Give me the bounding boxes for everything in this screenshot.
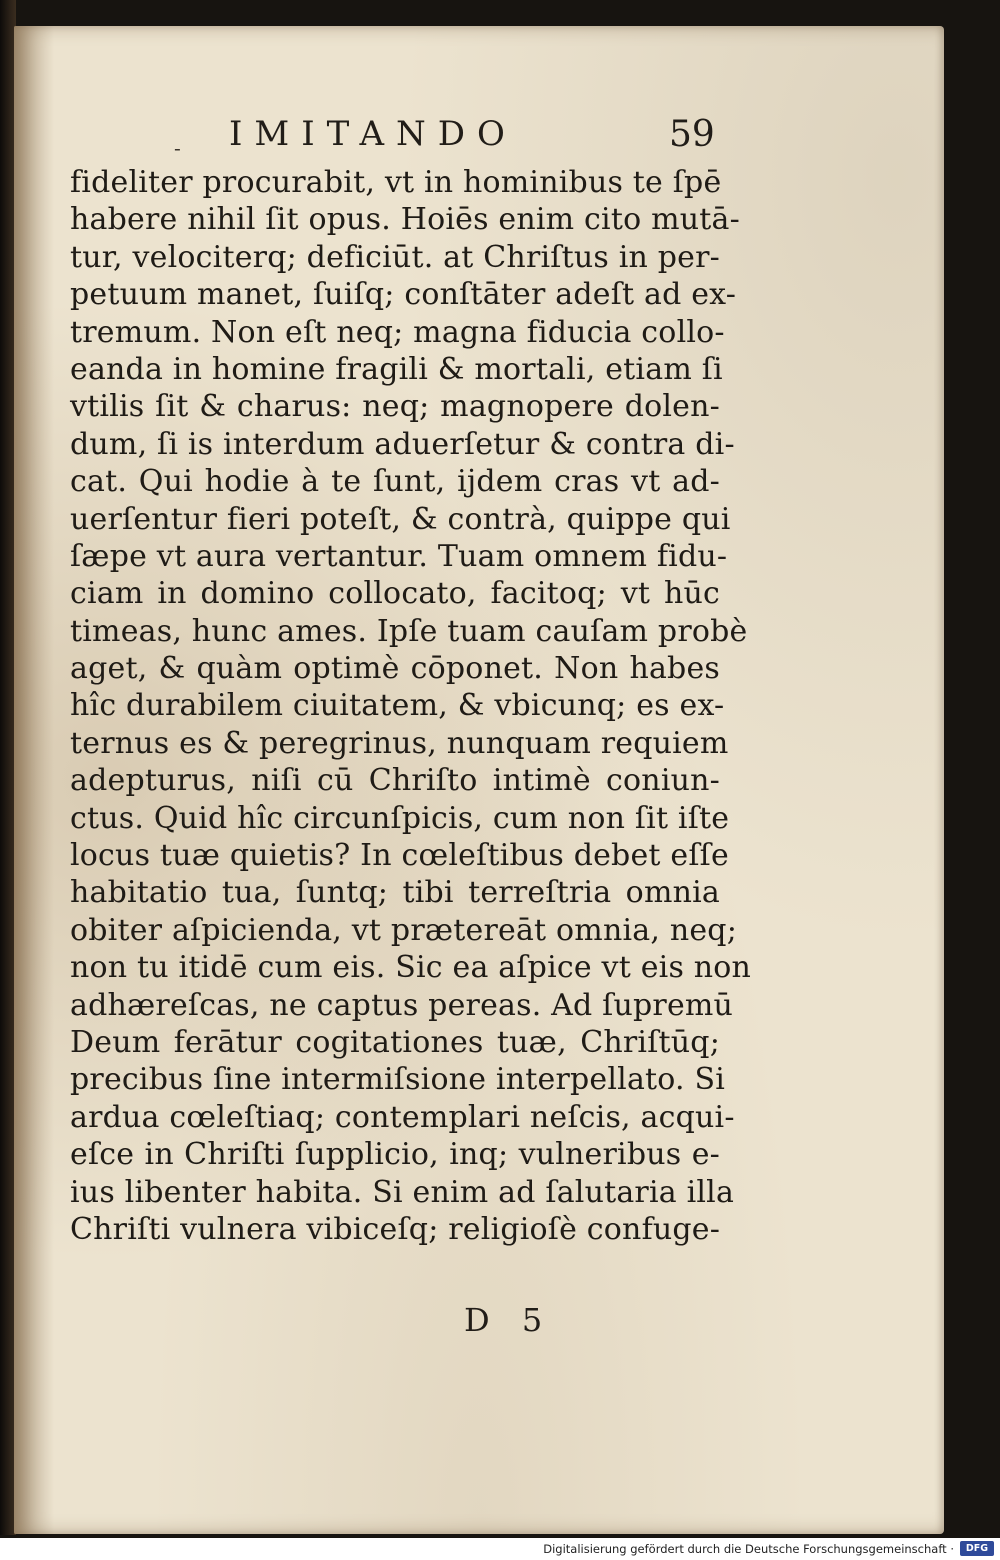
page-number: 59 [669, 114, 715, 155]
text-line: vtilis ſit & charus: neq; magnopere dolen- [70, 389, 720, 425]
text-line: dum, ſi is interdum aduerſetur & contra di- [70, 426, 735, 462]
text-line: obiter aſpicienda, vt prætereāt omnia, neq; [70, 912, 738, 948]
text-line: ius libenter habita. Si enim ad ſalutaria illa [70, 1174, 735, 1210]
text-line: eanda in homine fragili & mortali, etiam ſi [70, 351, 723, 387]
text-line: aget, & quàm optimè cōponet. Non habes [70, 651, 720, 687]
footer-bar [0, 1538, 1000, 1560]
text-line: tremum. Non eſt neq; magna fiducia collo- [70, 314, 725, 350]
text-line: timeas, hunc ames. Ipſe tuam cauſam probè [70, 613, 748, 649]
text-line: ſæpe vt aura vertantur. Tuam omnem fidu- [70, 538, 728, 574]
funding-credit: Digitalisierung gefördert durch die Deutsche Forschungsgemeinschaft · [543, 1542, 954, 1556]
text-line: cat. Qui hodie à te ſunt, ijdem cras vt ad- [70, 464, 720, 500]
text-line: eſce in Chriſti ſupplicio, inq; vulneribus e- [70, 1137, 720, 1173]
text-line: Chriſti vulnera vibiceſq; religioſè confuge- [70, 1211, 721, 1247]
text-line: adepturus, niſi cū Chriſto intimè coniun- [70, 763, 720, 799]
text-line: tur, velociterq; deficiūt. at Chriſtus in per- [70, 239, 720, 275]
text-line: non tu itidē cum eis. Sic ea aſpice vt eis non [70, 950, 752, 986]
text-line: petuum manet, ſuiſq; conſtāter adeſt ad ex- [70, 277, 737, 313]
dfg-logo-icon[interactable]: DFG [960, 1541, 994, 1556]
signature-mark: D 5 [464, 1301, 543, 1339]
text-line: ternus es & peregrinus, nunquam requiem [70, 725, 729, 761]
text-line: Deum ferātur cogitationes tuæ, Chriſtūq; [70, 1024, 720, 1060]
running-head: IMITANDO [229, 114, 517, 154]
body-text [70, 164, 752, 1248]
page-header [14, 114, 944, 164]
text-line: ctus. Quid hîc circunſpicis, cum non ſit iſte [70, 800, 730, 836]
text-line: precibus ſine intermiſsione interpellato. Si [70, 1062, 726, 1098]
text-line: habere nihil ſit opus. Hoiēs enim cito mutā- [70, 202, 740, 238]
text-line: hîc durabilem ciuitatem, & vbicunq; es ex- [70, 688, 725, 724]
text-line: fideliter procurabit, vt in hominibus te ſpē [70, 165, 722, 200]
text-line: adhæreſcas, ne captus pereas. Ad ſupremū [70, 987, 734, 1023]
text-line: locus tuæ quietis? In cœleſtibus debet eſſe [70, 838, 729, 874]
text-line: ardua cœleſtiaq; contemplari neſcis, acqui- [70, 1099, 735, 1135]
text-line: uerſentur fieri poteſt, & contrà, quippe qui [70, 501, 731, 537]
text-line: ciam in domino collocato, facitoq; vt hūc [70, 576, 720, 612]
page-gutter-shadow [14, 26, 54, 1534]
book-page [14, 26, 944, 1534]
header-dash: - [174, 136, 181, 160]
text-line: habitatio tua, ſuntq; tibi terreſtria omnia [70, 875, 720, 911]
